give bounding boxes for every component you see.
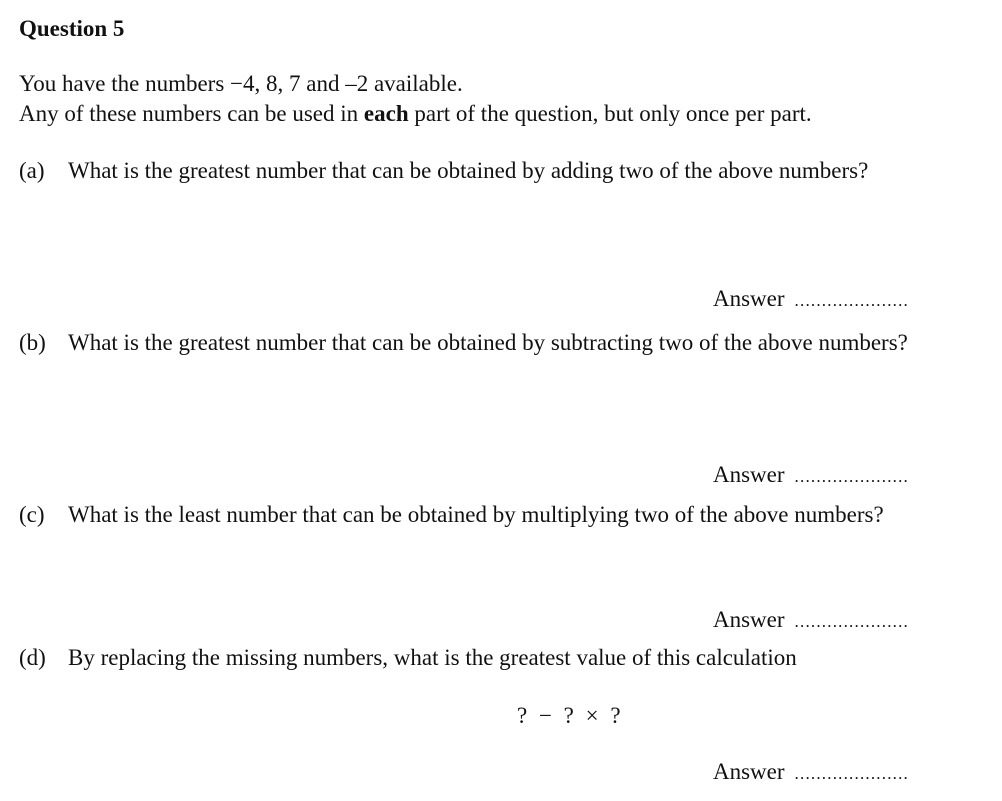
part-a-answer-label: Answer (713, 286, 785, 311)
part-c-answer-label: Answer (713, 607, 785, 632)
question-title: Question 5 (19, 16, 125, 41)
part-c-answer-line (713, 607, 909, 633)
part-a-answer-line (713, 286, 909, 312)
intro-line-2-after: part of the question, but only once per part. (408, 101, 812, 126)
part-d-answer-label: Answer (713, 759, 785, 784)
part-b-answer-line (713, 462, 909, 488)
part-d-answer-line (713, 759, 909, 785)
part-d-text: By replacing the missing numbers, what is the greatest value of this calculation (68, 645, 797, 670)
part-b-answer-field[interactable]: ..................... (794, 467, 909, 486)
calculation-expression: ? − ? × ? (517, 703, 621, 728)
intro-line-2-bold: each (363, 101, 409, 126)
part-b-answer-label: Answer (713, 462, 785, 487)
part-d-letter: (d) (19, 645, 46, 670)
part-c-letter: (c) (19, 502, 45, 527)
part-a-answer-field[interactable]: ..................... (794, 291, 909, 310)
intro-line-2 (19, 101, 812, 127)
part-a-letter: (a) (19, 158, 45, 183)
intro-line-2-before: Any of these numbers can be used in (19, 101, 364, 126)
intro-line-1: You have the numbers −4, 8, 7 and –2 available. (19, 71, 463, 96)
part-b-letter: (b) (19, 330, 46, 355)
part-c-answer-field[interactable]: ..................... (794, 612, 909, 631)
part-c-text: What is the least number that can be obtained by multiplying two of the above numbers? (68, 502, 884, 527)
part-b-text: What is the greatest number that can be obtained by subtracting two of the above numbers? (68, 330, 908, 355)
part-a-text: What is the greatest number that can be obtained by adding two of the above numbers? (68, 158, 869, 183)
part-d-answer-field[interactable]: ..................... (794, 764, 909, 783)
